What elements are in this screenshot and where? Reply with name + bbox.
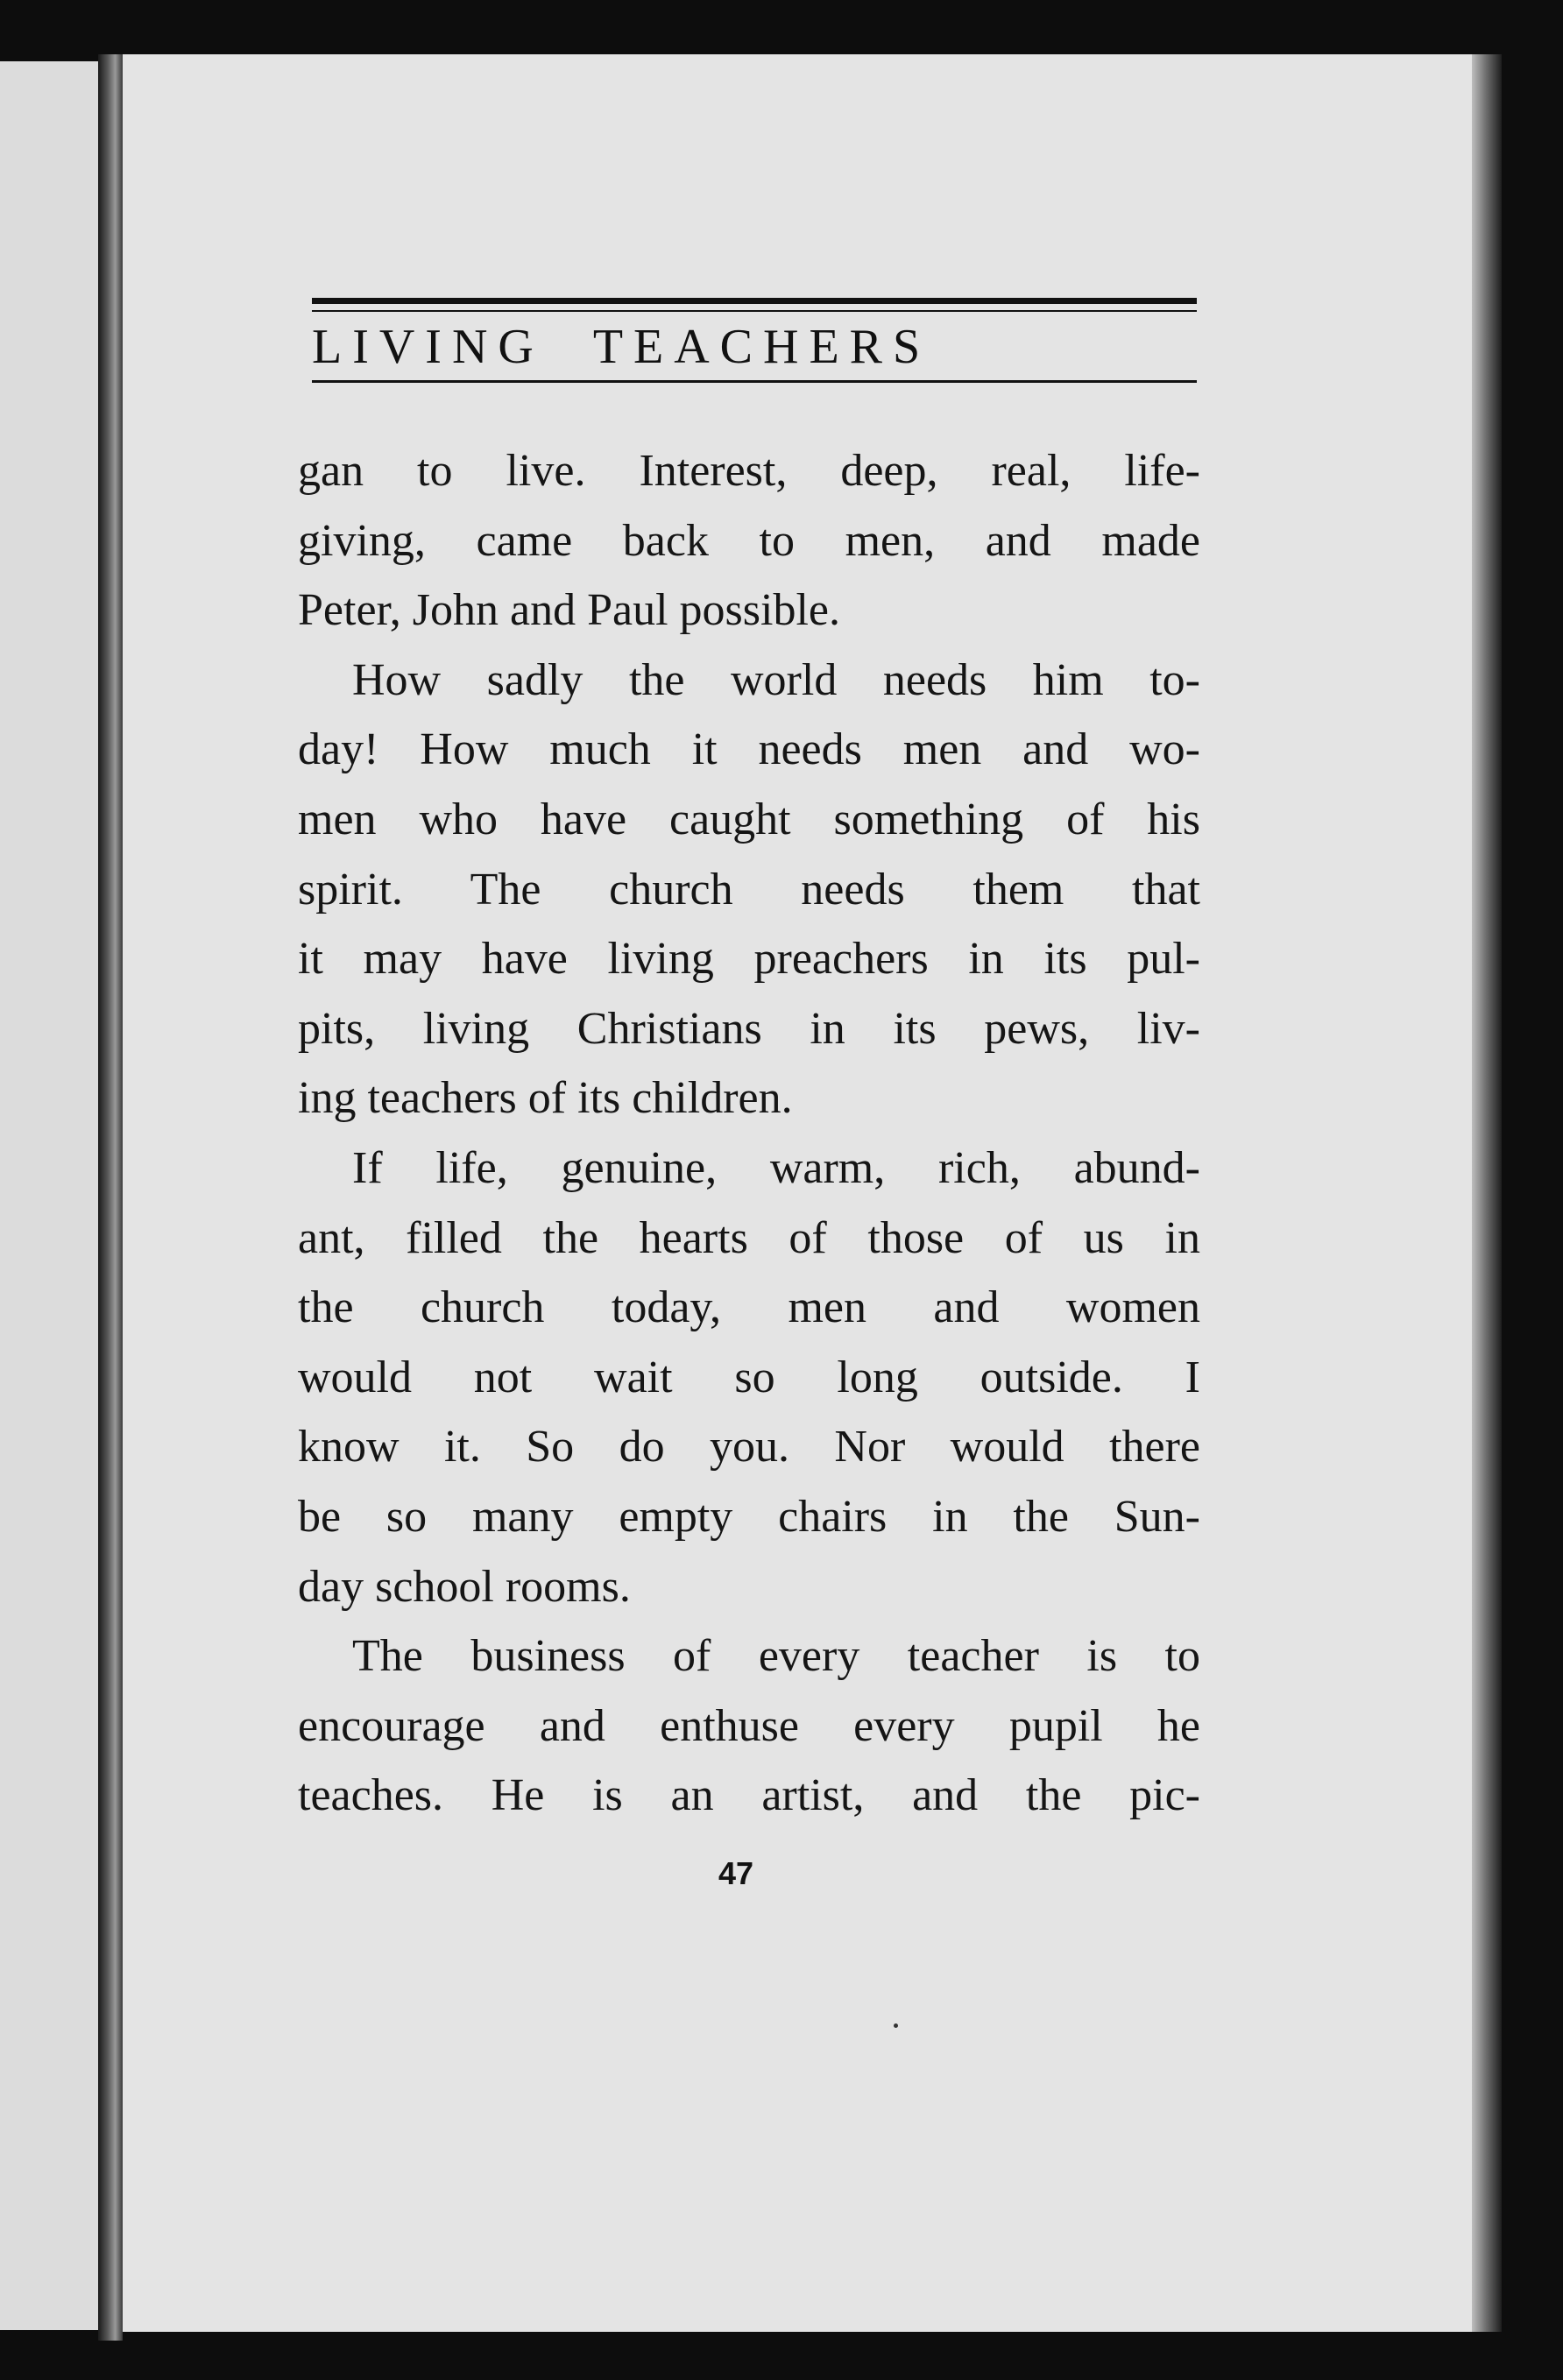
- body-text: [298, 436, 1200, 1831]
- text-line: teaches. He is an artist, and the pic-: [298, 1770, 1200, 1821]
- text-line: If life, genuine, warm, rich, abund-: [352, 1142, 1200, 1193]
- text-line: giving, came back to men, and made: [298, 515, 1200, 566]
- text-line: know it. So do you. Nor would there: [298, 1422, 1200, 1472]
- header-rule-thick: [312, 298, 1197, 304]
- scan-speck: [894, 2023, 898, 2028]
- book-gutter: [98, 54, 123, 2341]
- header-rule-thin: [312, 310, 1197, 312]
- text-line: spirit. The church needs them that: [298, 864, 1200, 915]
- text-line: the church today, men and women: [298, 1282, 1200, 1333]
- text-line: men who have caught something of his: [298, 794, 1200, 844]
- running-head: [312, 319, 1197, 375]
- text-line: pits, living Christians in its pews, liv-: [298, 1003, 1200, 1054]
- page-header: [312, 298, 1197, 383]
- page-number: 47: [718, 1855, 754, 1891]
- text-line: encourage and enthuse every pupil he: [298, 1700, 1200, 1751]
- text-line: ant, filled the hearts of those of us in: [298, 1212, 1200, 1263]
- header-rule-bottom: [312, 380, 1197, 383]
- text-line: it may have living preachers in its pul-: [298, 934, 1200, 985]
- running-head-word-2: TEACHERS: [592, 320, 931, 374]
- text-line: be so many empty chairs in the Sun-: [298, 1491, 1200, 1542]
- text-line: How sadly the world needs him to-: [352, 654, 1200, 705]
- text-line: ing teachers of its children.: [298, 1073, 793, 1124]
- text-line: day! How much it needs men and wo-: [298, 724, 1200, 775]
- running-head-word-1: LIVING: [312, 320, 544, 374]
- page-edge-shadow: [1472, 54, 1502, 2332]
- text-line: The business of every teacher is to: [352, 1631, 1200, 1682]
- text-line: Peter, John and Paul possible.: [298, 585, 840, 636]
- text-line: day school rooms.: [298, 1561, 631, 1612]
- text-line: gan to live. Interest, deep, real, life-: [298, 446, 1200, 496]
- facing-page-edge: [0, 61, 98, 2330]
- text-line: would not wait so long outside. I: [298, 1352, 1200, 1402]
